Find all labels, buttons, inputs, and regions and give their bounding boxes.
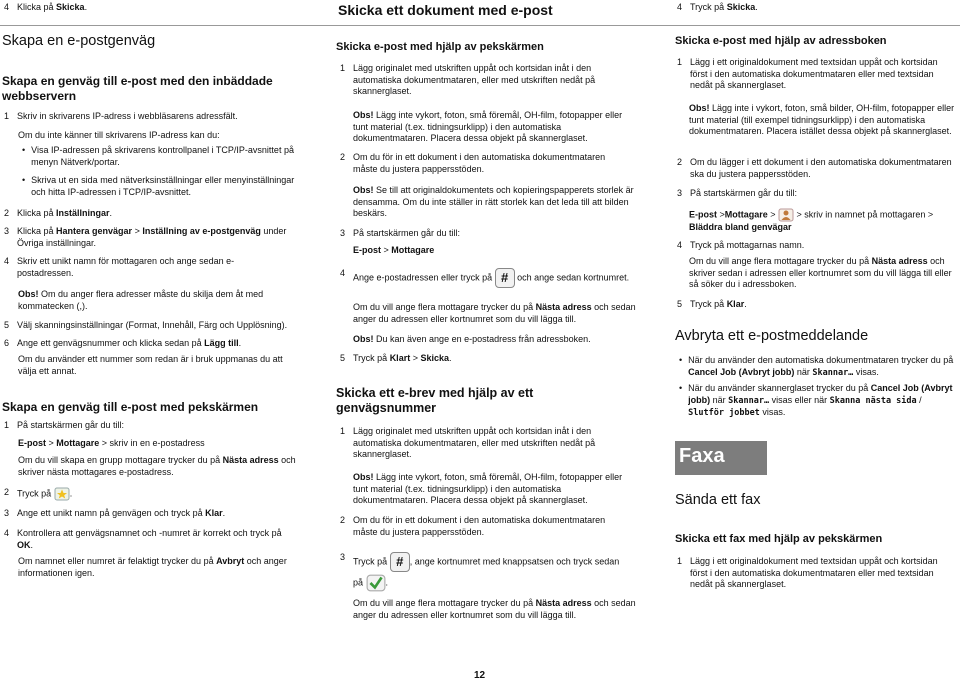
section-title: Skapa en e-postgenväg <box>2 33 156 49</box>
email-step-5: 5 Tryck på Klart > Skicka. <box>340 353 452 363</box>
heading-fax-touch: Skicka ett fax med hjälp av pekskärmen <box>675 533 883 545</box>
touch-note-cancel: Om namnet eller numret är felaktigt trycker du på Avbryt och anger informationen igen. <box>18 556 287 578</box>
heading-addressbook: Skicka e-post med hjälp av adressboken <box>675 35 887 47</box>
favorite-star-icon <box>54 487 70 501</box>
book-step-4-note: Om du vill ange flera mottagare trycker du på Nästa adress och skriver sedan i adressen eller kortnumret som du vill lägga till eller så söker du i adressboken. <box>689 256 952 289</box>
step-touch-send: 4 Tryck på Skicka. <box>677 2 758 12</box>
step-3: 3 Klicka på Hantera genvägar > Inställning av e-postgenväg under Övriga inställningar. <box>4 226 287 248</box>
bullet-ip-print: • Skriva ut en sida med nätverksinställningar eller menyinställningar och hitta IP-adressen i TCP/IP-avsnittet. <box>22 175 295 197</box>
short-step-1-note: Obs! Lägg inte vykort, foton, små föremål, OH-film, fotopapper eller tunt material (t.ex. tidningsurklipp) i den automatiska dokumentmataren. Placera dessa objekt på skannerglaset. <box>353 472 623 505</box>
heading-email-touch: Skicka e-post med hjälp av pekskärmen <box>336 41 544 53</box>
header-rule <box>0 25 960 26</box>
email-step-1-note: Obs! Lägg inte vykort, foton, små föremål, OH-film, fotopapper eller tunt material (t.ex. tidningsurklipp) i den automatiska dokumentmataren. Placera dessa objekt på skannerglaset. <box>353 110 623 143</box>
heading-shortcut-email: Skicka ett e-brev med hjälp av ett genvägsnummer <box>336 386 534 415</box>
email-step-4: 4 Ange e-postadressen eller tryck på # och ange sedan kortnumret. <box>340 268 630 288</box>
step-6: 6 Ange ett genvägsnummer och klicka sedan på Lägg till. <box>4 338 242 348</box>
email-step-1: 1 Lägg originalet med utskriften uppåt och kortsidan inåt i den automatiska dokumentmataren, eller med utskriften nedåt på skannerglaset. <box>340 63 596 96</box>
touch-step-1: 1 På startskärmen går du till: <box>4 420 125 430</box>
book-step-5: 5 Tryck på Klar. <box>677 299 747 309</box>
touch-step-3: 3 Ange ett unikt namn på genvägen och tryck på Klar. <box>4 508 226 518</box>
short-step-3-cont: på . <box>353 574 388 592</box>
cancel-bullet-adf: • När du använder den automatiska dokumentmataren trycker du på Cancel Job (Avbryt jobb) när Skannar… visas. <box>679 355 954 378</box>
book-path: E-post >Mottagare > > skriv in namnet på mottagaren > Bläddra bland genvägar <box>689 209 934 232</box>
touch-path: E-post > Mottagare > skriv in en e-postadress <box>18 438 205 448</box>
hash-key-icon: # <box>390 552 410 572</box>
note-number-in-use: Om du använder ett nummer som redan är i bruk uppmanas du att välja ett annat. <box>18 354 283 376</box>
book-step-3: 3 På startskärmen går du till: <box>677 188 798 198</box>
fax-banner: Faxa <box>675 441 767 475</box>
email-step-3: 3 På startskärmen går du till: <box>340 228 461 238</box>
step-4: 4 Skriv ett unikt namn för mottagaren och ange sedan e-postadressen. <box>4 256 235 278</box>
book-step-2: 2 Om du lägger i ett dokument i den automatiska dokumentmataren ska du justera pappersstöden. <box>677 157 952 179</box>
touch-step-4: 4 Kontrollera att genvägsnamnet och -numret är korrekt och tryck på OK. <box>4 528 282 550</box>
step-2: 2 Klicka på Inställningar. <box>4 208 113 218</box>
book-step-4: 4 Tryck på mottagarnas namn. <box>677 240 805 250</box>
heading-cancel: Avbryta ett e-postmeddelande <box>675 328 869 344</box>
bullet-ip-panel: • Visa IP-adressen på skrivarens kontrollpanel i TCP/IP-avsnittet på menyn Nätverk/portar. <box>22 145 294 167</box>
short-step-3-note: Om du vill ange flera mottagare trycker du på Nästa adress och sedan anger du adressen eller kortnumret som du vill lägga till. <box>353 598 636 620</box>
email-step-4-note: Om du vill ange flera mottagare trycker du på Nästa adress och sedan anger du adressen eller kortnumret som du vill lägga till. <box>353 302 636 324</box>
short-step-2: 2 Om du för in ett dokument i den automatiska dokumentmataren måste du justera pappersstöden. <box>340 515 606 537</box>
cancel-bullet-glass: • När du använder skannerglaset trycker du på Cancel Job (Avbryt jobb) när Skannar… visas eller när Skanna nästa sida / Slutför jobbet visas. <box>679 383 953 418</box>
email-step-2-note: Obs! Se till att originaldokumentets och kopieringspapperets storlek är densamma. Om du inte ställer in rätt storlek kan det leda till att bilden beskärs. <box>353 185 634 218</box>
page-number: 12 <box>474 670 486 681</box>
short-step-3: 3 Tryck på # , ange kortnumret med knappsatsen och tryck sedan <box>340 552 640 572</box>
subsection-title-touch: Skapa en genväg till e-post med pekskärmen <box>2 400 259 414</box>
email-path: E-post > Mottagare <box>353 245 435 255</box>
checkmark-icon <box>366 574 386 592</box>
email-step-4-obs: Obs! Du kan även ange en e-postadress från adressboken. <box>353 334 591 344</box>
ip-intro: Om du inte känner till skrivarens IP-adress kan du: <box>18 130 220 140</box>
subsection-title-web: Skapa en genväg till e-post med den inbäddade webbservern <box>2 74 273 103</box>
heading-send-fax: Sända ett fax <box>675 492 761 508</box>
book-step-1: 1 Lägg i ett originaldokument med textsidan uppåt och kortsidan först i den automatiska dokumentmataren eller med textsidan nedåt på skannerglaset. <box>677 57 938 90</box>
hash-key-icon: # <box>495 268 515 288</box>
step-send: 4 Klicka på Skicka. <box>4 2 88 12</box>
page-banner: Skicka ett dokument med e-post <box>338 2 553 18</box>
short-step-1: 1 Lägg originalet med utskriften uppåt och kortsidan inåt i den automatiska dokumentmataren, eller med utskriften nedåt på skannerglaset. <box>340 426 596 459</box>
step-1: 1 Skriv in skrivarens IP-adress i webbläsarens adressfält. <box>4 111 238 121</box>
touch-step-2: 2 Tryck på . <box>4 487 72 501</box>
note-comma: Obs! Om du anger flera adresser måste du skilja dem åt med kommatecken (,). <box>18 289 264 311</box>
step-5: 5 Välj skanningsinställningar (Format, Innehåll, Färg och Upplösning). <box>4 320 288 330</box>
fax-step-1: 1 Lägg i ett originaldokument med textsidan uppåt och kortsidan först i den automatiska dokumentmataren eller med textsidan nedåt på skannerglaset. <box>677 556 938 589</box>
book-step-1-note: Obs! Lägg inte i vykort, foton, små bilder, OH-film, fotopapper eller tunt material (till exempel tidningsurklipp) i den automatiska dokumentmataren. Placera istället dessa objekt på skannerglaset. <box>689 103 955 136</box>
email-step-2: 2 Om du för in ett dokument i den automatiska dokumentmataren måste du justera pappersstöden. <box>340 152 606 174</box>
touch-note-group: Om du vill skapa en grupp mottagare trycker du på Nästa adress och skriver nästa mottagares e-postadress. <box>18 455 296 477</box>
addressbook-icon <box>778 208 794 222</box>
